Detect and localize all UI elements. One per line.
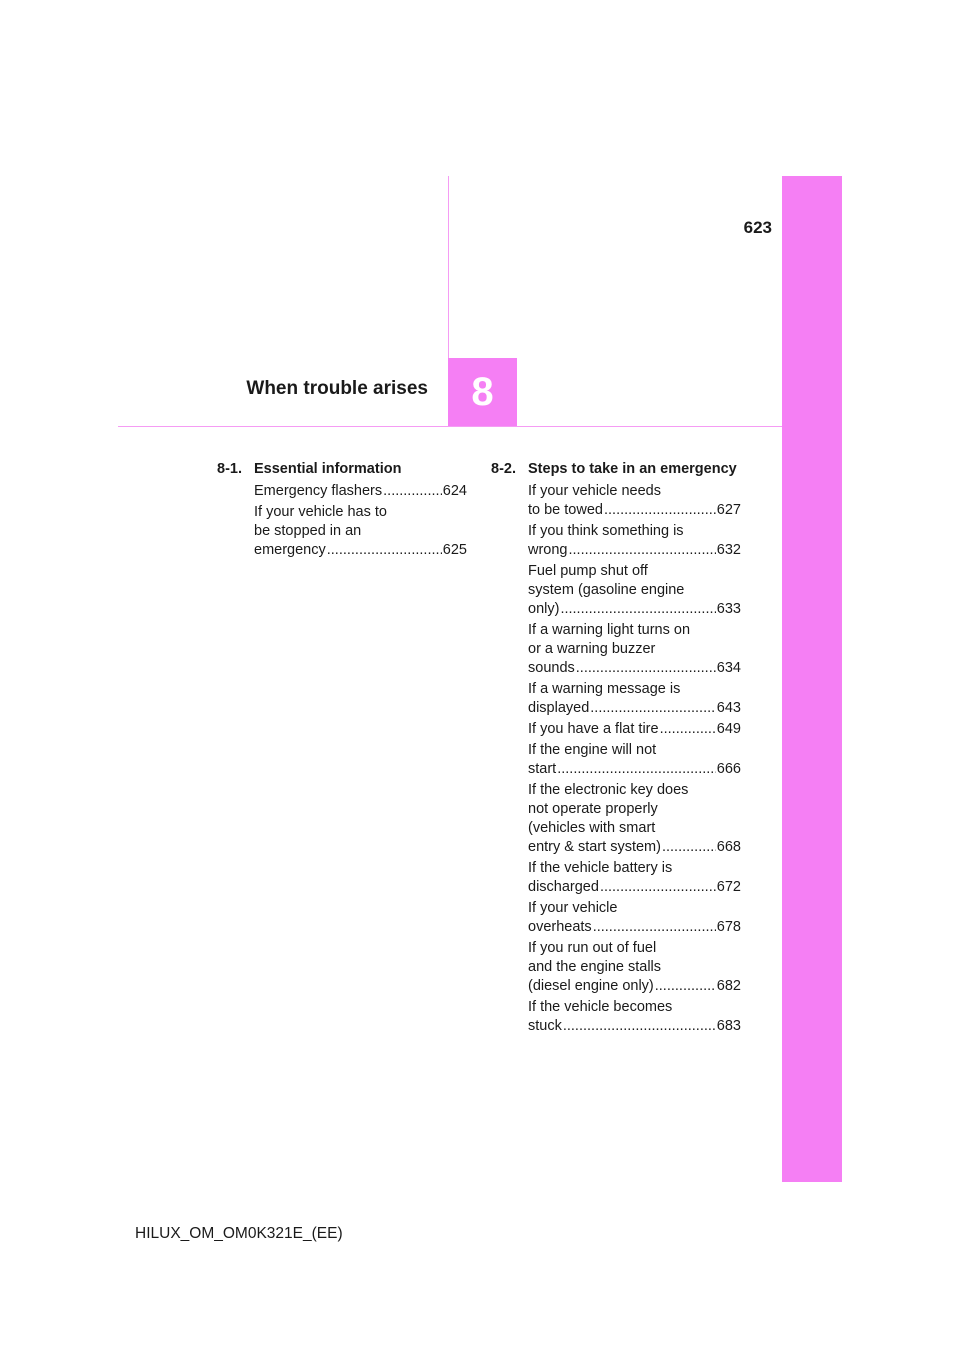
toc-entry[interactable]: [528, 741, 741, 779]
toc-page-number: 643: [716, 700, 741, 716]
toc-page-number: 666: [716, 761, 741, 777]
toc-entry-text: If the vehicle becomes: [528, 999, 673, 1015]
toc-page-number: 624: [442, 483, 467, 499]
header-rule: [118, 426, 782, 427]
dot-leader: [590, 699, 716, 718]
toc-section-title: Essential information: [254, 461, 402, 477]
toc-page-number: 633: [716, 601, 741, 617]
dot-leader: [662, 838, 716, 857]
toc-entry[interactable]: [528, 998, 741, 1036]
toc-page-number: 632: [716, 542, 741, 558]
dot-leader: [593, 918, 716, 937]
chapter-title: When trouble arises: [246, 378, 428, 399]
dot-leader: [660, 720, 716, 739]
toc-section-number: 8-1.: [217, 461, 242, 477]
toc-entry-text: to be towed: [528, 502, 603, 518]
toc-entry-text: If a warning light turns on: [528, 622, 691, 638]
toc-entry[interactable]: [528, 680, 741, 718]
toc-entry-text: discharged: [528, 879, 599, 895]
toc-entry-text: (vehicles with smart: [528, 820, 656, 836]
toc-entry-text: or a warning buzzer: [528, 641, 656, 657]
toc-entry-text: stuck: [528, 1018, 562, 1034]
toc-entry-text: start: [528, 761, 557, 777]
dot-leader: [655, 977, 716, 996]
toc-section-heading: [217, 460, 467, 479]
toc-entry-text: be stopped in an: [254, 523, 362, 539]
dot-leader: [557, 760, 716, 779]
toc-entry-text: not operate properly: [528, 801, 658, 817]
toc-column-right: [491, 460, 741, 1038]
toc-section-number: 8-2.: [491, 461, 516, 477]
toc-entry[interactable]: [528, 720, 741, 739]
vertical-rule: [448, 176, 449, 358]
toc-entry[interactable]: [528, 562, 741, 619]
toc-entry[interactable]: [254, 482, 467, 501]
toc-page-number: 627: [716, 502, 741, 518]
toc-page-number: 683: [716, 1018, 741, 1034]
dot-leader: [600, 878, 716, 897]
toc-entry-text: entry & start system): [528, 839, 661, 855]
toc-entry[interactable]: [528, 859, 741, 897]
toc-entry[interactable]: [528, 899, 741, 937]
toc-entry-text: If the electronic key does: [528, 782, 689, 798]
toc-section-title: Steps to take in an emergency: [528, 461, 737, 477]
toc-entry-text: emergency: [254, 542, 326, 558]
chapter-side-tab: [782, 176, 842, 1182]
dot-leader: [383, 482, 442, 501]
page-number: 623: [743, 218, 772, 237]
toc-entry-text: Fuel pump shut off: [528, 563, 648, 579]
toc-entry-text: system (gasoline engine: [528, 582, 685, 598]
toc-entry[interactable]: [528, 522, 741, 560]
toc-entry-text: overheats: [528, 919, 592, 935]
toc-page-number: 672: [716, 879, 741, 895]
toc-column-left: [217, 460, 467, 562]
toc-entry[interactable]: [528, 482, 741, 520]
toc-entry-text: wrong: [528, 542, 568, 558]
toc-entry-text: displayed: [528, 700, 590, 716]
toc-entry-text: If you think something is: [528, 523, 684, 539]
dot-leader: [576, 659, 716, 678]
toc-entry-text: If a warning message is: [528, 681, 681, 697]
toc-entry-text: sounds: [528, 660, 575, 676]
toc-page-number: 682: [716, 978, 741, 994]
toc-entry-text: If the engine will not: [528, 742, 657, 758]
toc-entry-text: (diesel engine only): [528, 978, 654, 994]
document-code: HILUX_OM_OM0K321E_(EE): [135, 1225, 343, 1242]
toc-entry-text: If you have a flat tire: [528, 721, 659, 737]
toc-entry-text: and the engine stalls: [528, 959, 662, 975]
toc-section-heading: [491, 460, 741, 479]
toc-entry[interactable]: [528, 781, 741, 857]
dot-leader: [569, 541, 716, 560]
toc-entry-text: If you run out of fuel: [528, 940, 657, 956]
toc-entry-text: If the vehicle battery is: [528, 860, 673, 876]
toc-page-number: 668: [716, 839, 741, 855]
dot-leader: [327, 541, 442, 560]
toc-page-number: 625: [442, 542, 467, 558]
toc-entry-text: only): [528, 601, 560, 617]
dot-leader: [563, 1017, 716, 1036]
chapter-number-box: 8: [448, 358, 517, 427]
toc-entry-text: If your vehicle has to: [254, 504, 387, 520]
toc-page-number: 634: [716, 660, 741, 676]
toc-page-number: 678: [716, 919, 741, 935]
toc-entry[interactable]: [528, 621, 741, 678]
toc-entry-text: If your vehicle: [528, 900, 618, 916]
dot-leader: [560, 600, 715, 619]
toc-entry-text: Emergency flashers: [254, 483, 383, 499]
toc-entry-text: If your vehicle needs: [528, 483, 661, 499]
toc-entry[interactable]: [254, 503, 467, 560]
toc-entry[interactable]: [528, 939, 741, 996]
dot-leader: [604, 501, 716, 520]
toc-page-number: 649: [716, 721, 741, 737]
